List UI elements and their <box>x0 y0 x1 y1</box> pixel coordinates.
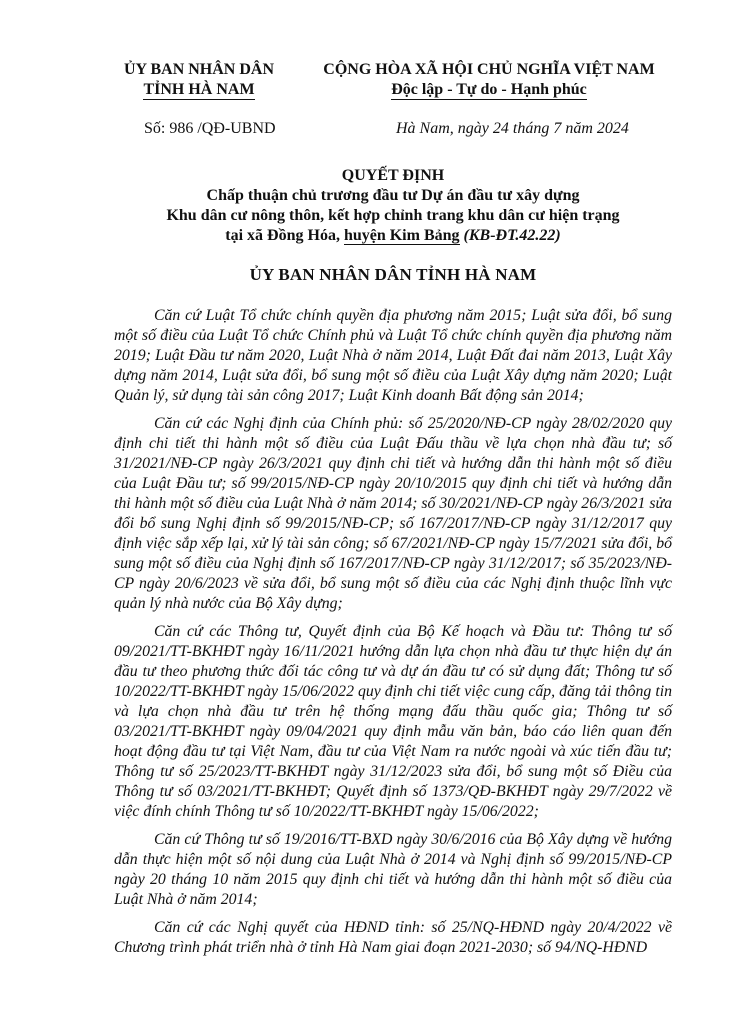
paragraph: Căn cứ Luật Tổ chức chính quyền địa phương năm 2015; Luật sửa đổi, bổ sung một số điều của Luật Tổ chức Chính phủ và Luật Tổ chức chính quyền địa phương năm 2019; Luật Đầu tư năm 2020, Luật Nhà ở năm 2014, Luật Đất đai năm 2013, Luật Xây dựng năm 2014, Luật sửa đổi, bổ sung một số điều của Luật Xây dựng năm 2020; Luật Quản lý, sử dụng tài sản công 2017; Luật Kinh doanh Bất động sản 2014; <box>114 307 672 404</box>
decision-number: Số: 986 /QĐ-UBND <box>144 120 276 137</box>
document-header <box>114 60 672 110</box>
title-main: QUYẾT ĐỊNH <box>341 167 445 184</box>
reference-row <box>114 120 672 140</box>
decision-title <box>114 166 672 246</box>
title-line-1: Chấp thuận chủ trương đầu tư Dự án đầu tư xây dựng <box>206 187 580 204</box>
authority-line-1: ỦY BAN NHÂN DÂN <box>123 61 275 78</box>
paragraph: Căn cứ các Thông tư, Quyết định của Bộ Kế hoạch và Đầu tư: Thông tư số 09/2021/TT-BKHĐT ngày 16/11/2021 hướng dẫn lựa chọn nhà đầu tư thực hiện dự án đầu tư theo phương thức đối tác công tư và dự án đầu tư có sử dụng đất; Thông tư số 10/2022/TT-BKHĐT ngày 15/06/2022 quy định chi tiết việc cung cấp, đăng tải thông tin và lựa chọn nhà đầu tư trên hệ thống mạng đấu thầu quốc gia; Thông tư số 03/2021/TT-BKHĐT ngày 09/04/2021 quy định mẫu văn bản, báo cáo liên quan đến hoạt động đầu tư tại Việt Nam, đầu tư của Việt Nam ra nước ngoài và xúc tiến đầu tư; Thông tư số 25/2023/TT-BKHĐT ngày 31/12/2023 sửa đổi, bổ sung một số Điều của Thông tư số 03/2021/TT-BKHĐT; Quyết định số 1373/QĐ-BKHĐT ngày 29/7/2022 về việc đính chính Thông tư số 10/2022/TT-BKHĐT ngày 15/06/2022; <box>114 623 672 820</box>
authority-line-2: TỈNH HÀ NAM <box>143 81 255 98</box>
title-line-3-district: huyện Kim Bảng <box>343 227 460 244</box>
document-body <box>114 306 672 966</box>
paragraph: Căn cứ các Nghị quyết của HĐND tỉnh: số 25/NQ-HĐND ngày 20/4/2022 về Chương trình phát triển nhà ở tỉnh Hà Nam giai đoạn 2021-2030; số 94/NQ-HĐND <box>114 919 672 956</box>
issuing-authority <box>114 60 284 100</box>
title-line-3-a: tại xã Đồng Hóa, <box>225 227 344 244</box>
project-code: (KB-ĐT.42.22) <box>459 227 561 244</box>
place-date: Hà Nam, ngày 24 tháng 7 năm 2024 <box>396 120 629 137</box>
country-name: CỘNG HÒA XÃ HỘI CHỦ NGHĨA VIỆT NAM <box>323 61 655 78</box>
committee-heading: ỦY BAN NHÂN DÂN TỈNH HÀ NAM <box>249 265 537 284</box>
motto-line: Độc lập - Tự do - Hạnh phúc <box>391 81 587 98</box>
title-line-2: Khu dân cư nông thôn, kết hợp chỉnh trang khu dân cư hiện trạng <box>166 207 620 224</box>
paragraph: Căn cứ các Nghị định của Chính phủ: số 25/2020/NĐ-CP ngày 28/02/2020 quy định chi tiết thi hành một số điều của Luật Đấu thầu về lựa chọn nhà đầu tư; số 31/2021/NĐ-CP ngày 26/3/2021 quy định chi tiết và hướng dẫn thi hành một số điều của Luật Đầu tư; số 99/2015/NĐ-CP ngày 20/10/2015 quy định chi tiết và hướng dẫn thi hành một số điều của Luật Nhà ở năm 2014; số 30/2021/NĐ-CP ngày 26/3/2021 sửa đổi bổ sung Nghị định số 99/2015/NĐ-CP; số 167/2017/NĐ-CP ngày 31/12/2017 quy định việc sắp xếp lại, xử lý tài sản công; số 67/2021/NĐ-CP ngày 15/7/2021 sửa đổi, bổ sung một số điều của Nghị định số 167/2017/NĐ-CP ngày 31/12/2017; số 35/2023/NĐ-CP ngày 20/6/2023 về sửa đổi, bổ sung một số điều của các Nghị định thuộc lĩnh vực quản lý nhà nước của Bộ Xây dựng; <box>114 415 672 612</box>
national-motto <box>306 60 672 100</box>
title-line-3 <box>114 226 672 246</box>
paragraph: Căn cứ Thông tư số 19/2016/TT-BXD ngày 30/6/2016 của Bộ Xây dựng về hướng dẫn thực hiện một số nội dung của Luật Nhà ở 2014 và Nghị định số 99/2015/NĐ-CP ngày 20 tháng 10 năm 2015 quy định chi tiết và hướng dẫn thi hành một số điều của Luật Nhà ở năm 2014; <box>114 831 672 908</box>
